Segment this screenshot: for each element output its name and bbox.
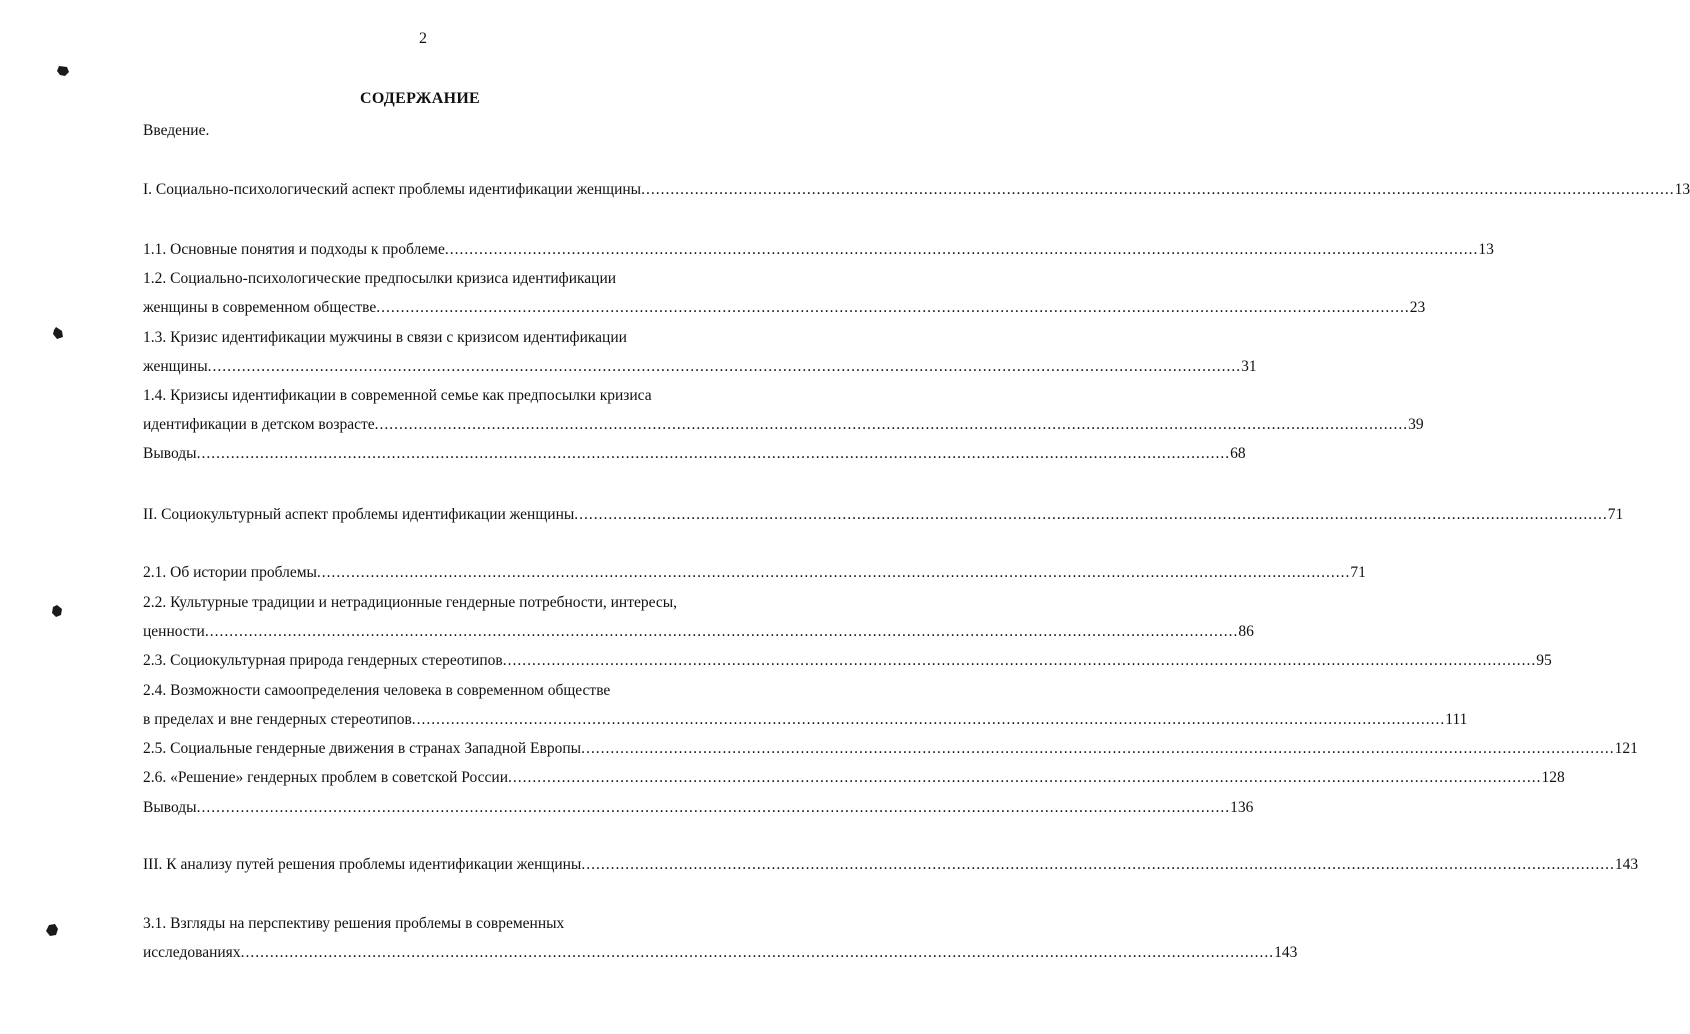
toc-page-ref: 143: [1274, 944, 1298, 961]
toc-leader-dots: ....................................................................................................................................................................................................................: [240, 944, 1275, 961]
toc-item-title: исследованиях: [143, 944, 241, 961]
toc-item-1-3-line1: 1.3. Кризис идентификации мужчины в связи с кризисом идентификации: [143, 329, 627, 346]
toc-chapter-3: [143, 854, 1639, 876]
toc-page-ref: 95: [1536, 652, 1552, 669]
binding-hole-mark: [51, 326, 65, 340]
toc-conclusions-1: [143, 443, 1246, 465]
page-number: 2: [419, 30, 427, 47]
toc-item-title: Выводы: [143, 799, 197, 816]
toc-page-ref: 111: [1445, 711, 1468, 728]
toc-item-2-5: [143, 738, 1638, 760]
toc-leader-dots: ....................................................................................................................................................................................................................: [316, 564, 1351, 581]
toc-chapter-2: [143, 504, 1624, 526]
toc-leader-dots: ....................................................................................................................................................................................................................: [574, 506, 1608, 523]
toc-item-2-3: [143, 650, 1552, 672]
toc-page-ref: 13: [1478, 241, 1494, 258]
toc-leader-dots: ....................................................................................................................................................................................................................: [581, 856, 1615, 873]
toc-item-1-2: [143, 297, 1426, 319]
binding-hole-mark: [56, 64, 70, 78]
toc-page-ref: 71: [1350, 564, 1366, 581]
toc-chapter-title: II. Социокультурный аспект проблемы идентификации женщины: [143, 506, 575, 523]
toc-leader-dots: ....................................................................................................................................................................................................................: [196, 445, 1231, 462]
toc-intro: Введение.: [143, 122, 210, 139]
toc-item-title: 2.5. Социальные гендерные движения в странах Западной Европы: [143, 740, 582, 757]
toc-item-title: идентификации в детском возрасте: [143, 416, 375, 433]
toc-item-1-4-line1: 1.4. Кризисы идентификации в современной семье как предпосылки кризиса: [143, 387, 652, 404]
toc-page-ref: 136: [1230, 799, 1254, 816]
binding-hole-mark: [50, 604, 64, 618]
toc-item-2-2-line1: 2.2. Культурные традиции и нетрадиционные гендерные потребности, интересы,: [143, 594, 678, 611]
toc-page-ref: 128: [1541, 769, 1565, 786]
toc-item-3-1-line1: 3.1. Взгляды на перспективу решения проблемы в современных: [143, 915, 565, 932]
binding-hole-mark: [45, 923, 59, 937]
toc-page-ref: 71: [1607, 506, 1624, 523]
toc-item-2-4-line1: 2.4. Возможности самоопределения человека в современном обществе: [143, 682, 611, 699]
toc-chapter-title: III. К анализу путей решения проблемы идентификации женщины: [143, 856, 582, 873]
toc-page-ref: 121: [1614, 740, 1638, 757]
toc-leader-dots: ....................................................................................................................................................................................................................: [196, 799, 1231, 816]
toc-item-title: 2.1. Об истории проблемы: [143, 564, 317, 581]
toc-leader-dots: ....................................................................................................................................................................................................................: [204, 623, 1239, 640]
toc-leader-dots: ....................................................................................................................................................................................................................: [376, 299, 1410, 316]
toc-leader-dots: ....................................................................................................................................................................................................................: [502, 652, 1537, 669]
toc-conclusions-2: [143, 797, 1254, 819]
toc-item-1-4: [143, 414, 1424, 436]
toc-chapter-1: [143, 179, 1690, 201]
toc-page-ref: 23: [1409, 299, 1426, 316]
toc-page-ref: 86: [1238, 623, 1254, 640]
toc-item-1-3: [143, 356, 1257, 378]
toc-heading: СОДЕРЖАНИЕ: [360, 90, 481, 107]
toc-leader-dots: ....................................................................................................................................................................................................................: [444, 241, 1479, 258]
toc-item-2-6: [143, 767, 1565, 789]
toc-leader-dots: ....................................................................................................................................................................................................................: [374, 416, 1409, 433]
toc-chapter-title: I. Социально-психологический аспект проблемы идентификации женщины: [143, 181, 642, 198]
toc-page-ref: 13: [1674, 181, 1690, 198]
toc-item-3-1: [143, 942, 1298, 964]
toc-page-ref: 39: [1408, 416, 1424, 433]
toc-item-2-1: [143, 562, 1366, 584]
toc-leader-dots: ....................................................................................................................................................................................................................: [581, 740, 1615, 757]
toc-item-1-1: [143, 239, 1494, 261]
toc-item-2-2: [143, 621, 1254, 643]
toc-leader-dots: ....................................................................................................................................................................................................................: [207, 358, 1242, 375]
toc-item-title: 1.1. Основные понятия и подходы к проблеме: [143, 241, 445, 258]
toc-item-title: женщины: [143, 358, 208, 375]
toc-page-ref: 31: [1241, 358, 1257, 375]
toc-item-2-4: [143, 709, 1468, 731]
toc-item-title: Выводы: [143, 445, 197, 462]
toc-item-title: ценности: [143, 623, 205, 640]
toc-item-title: 2.3. Социокультурная природа гендерных стереотипов: [143, 652, 503, 669]
toc-leader-dots: ....................................................................................................................................................................................................................: [508, 769, 1542, 786]
toc-page-ref: 68: [1230, 445, 1246, 462]
toc-item-1-2-line1: 1.2. Социально-психологические предпосылки кризиса идентификации: [143, 270, 617, 287]
toc-item-title: 2.6. «Решение» гендерных проблем в советской России: [143, 769, 509, 786]
toc-leader-dots: ....................................................................................................................................................................................................................: [641, 181, 1675, 198]
toc-item-title: женщины в современном обществе: [143, 299, 377, 316]
toc-item-title: в пределах и вне гендерных стереотипов: [143, 711, 412, 728]
toc-page-ref: 143: [1614, 856, 1639, 873]
toc-leader-dots: ....................................................................................................................................................................................................................: [411, 711, 1446, 728]
